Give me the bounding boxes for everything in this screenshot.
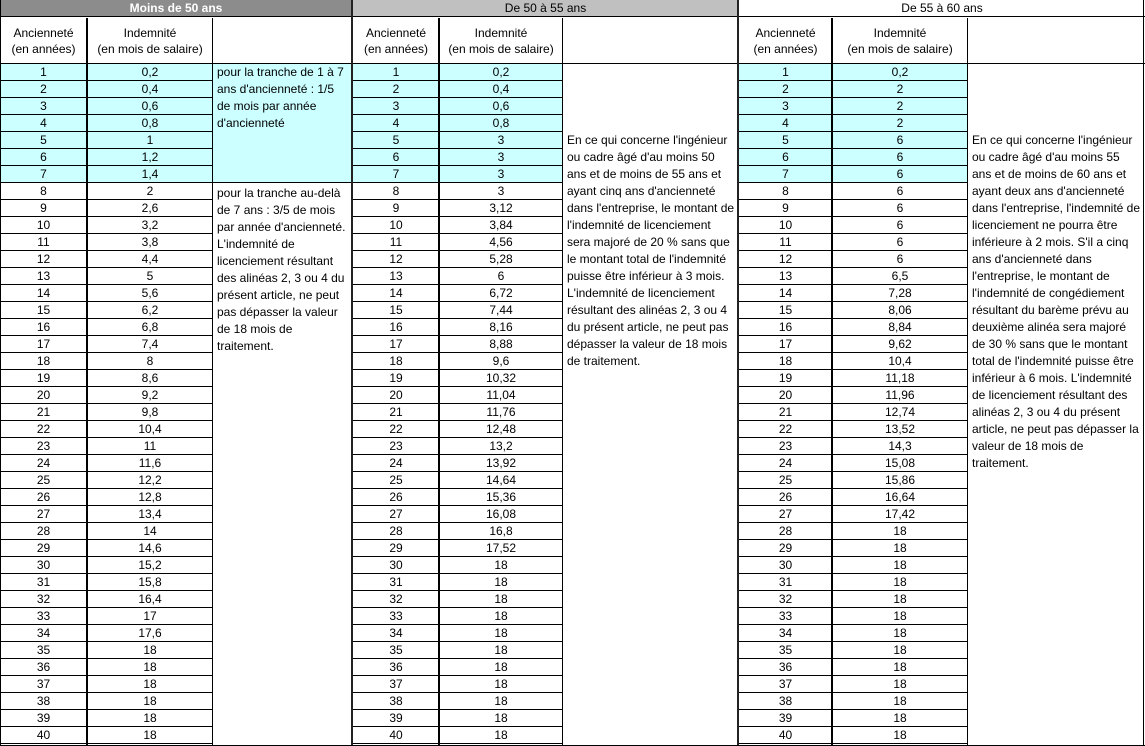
indemnity-cell: 18 [439, 625, 563, 642]
indemnity-cell: 18 [832, 676, 968, 693]
indemnity-cell: 2 [87, 183, 213, 200]
seniority-cell: 34 [739, 625, 832, 642]
indemnity-cell: 11,6 [87, 455, 213, 472]
indemnity-cell: 18 [832, 625, 968, 642]
seniority-cell: 17 [0, 336, 87, 353]
indemnity-cell: 13,4 [87, 506, 213, 523]
indemnity-cell: 6,5 [832, 268, 968, 285]
group-header: De 50 à 55 ans [353, 0, 738, 17]
indemnity-cell: 18 [439, 710, 563, 727]
seniority-cell: 12 [739, 251, 832, 268]
seniority-cell: 40 [0, 727, 87, 744]
indemnity-cell: 18 [832, 659, 968, 676]
seniority-cell: 5 [0, 132, 87, 149]
seniority-cell: 29 [0, 540, 87, 557]
indemnity-cell: 13,92 [439, 455, 563, 472]
indemnity-cell: 18 [832, 642, 968, 659]
seniority-cell: 2 [0, 81, 87, 98]
indemnity-cell: 6,2 [87, 302, 213, 319]
column-header-indemnity: Indemnité (en mois de salaire) [439, 18, 563, 64]
indemnity-cell: 6 [832, 234, 968, 251]
indemnity-cell: 11,76 [439, 404, 563, 421]
indemnity-cell: 0,8 [439, 115, 563, 132]
indemnity-cell: 0,4 [87, 81, 213, 98]
grid-line [1143, 0, 1144, 746]
indemnity-cell: 12,2 [87, 472, 213, 489]
indemnity-cell: 11,96 [832, 387, 968, 404]
indemnity-cell: 0,4 [439, 81, 563, 98]
indemnity-cell: 6 [832, 200, 968, 217]
grid-line [87, 18, 88, 746]
indemnity-cell: 18 [832, 557, 968, 574]
seniority-cell: 35 [0, 642, 87, 659]
seniority-cell: 19 [353, 370, 439, 387]
indemnity-cell: 3,8 [87, 234, 213, 251]
seniority-cell: 18 [0, 353, 87, 370]
seniority-cell: 27 [739, 506, 832, 523]
seniority-cell: 4 [739, 115, 832, 132]
indemnity-cell: 17,52 [439, 540, 563, 557]
seniority-cell: 8 [0, 183, 87, 200]
indemnity-cell: 16,64 [832, 489, 968, 506]
indemnity-cell: 18 [439, 591, 563, 608]
indemnity-cell: 11,04 [439, 387, 563, 404]
seniority-cell: 15 [0, 302, 87, 319]
indemnity-cell: 0,8 [87, 115, 213, 132]
indemnity-cell: 18 [87, 693, 213, 710]
seniority-cell: 23 [739, 438, 832, 455]
seniority-cell: 3 [739, 98, 832, 115]
seniority-cell: 25 [739, 472, 832, 489]
indemnity-cell: 6,8 [87, 319, 213, 336]
seniority-cell: 7 [0, 166, 87, 183]
seniority-cell: 2 [353, 81, 439, 98]
seniority-cell: 21 [353, 404, 439, 421]
seniority-cell: 22 [353, 421, 439, 438]
indemnity-cell: 18 [832, 727, 968, 744]
indemnity-cell: 2 [832, 115, 968, 132]
indemnity-cell: 0,2 [832, 64, 968, 81]
seniority-cell: 17 [353, 336, 439, 353]
seniority-cell: 8 [739, 183, 832, 200]
indemnity-cell: 16,4 [87, 591, 213, 608]
indemnity-cell: 5,28 [439, 251, 563, 268]
indemnity-cell: 5 [87, 268, 213, 285]
indemnity-cell: 18 [832, 710, 968, 727]
indemnity-cell: 18 [439, 574, 563, 591]
seniority-cell: 2 [739, 81, 832, 98]
seniority-cell: 39 [739, 710, 832, 727]
seniority-cell: 15 [353, 302, 439, 319]
seniority-cell: 14 [0, 285, 87, 302]
indemnity-cell: 1 [87, 132, 213, 149]
seniority-cell: 12 [0, 251, 87, 268]
seniority-cell: 30 [739, 557, 832, 574]
note-second-bracket: pour la tranche au-delà de 7 ans : 3/5 de mois par année d'ancienneté. L'indemnité de licenciement résultant des alinéas 2, 3 ou 4 du présent article, ne peut pas dépasser la valeur de 18 mois de traitement. [217, 186, 346, 353]
indemnity-cell: 15,2 [87, 557, 213, 574]
indemnity-cell: 3 [439, 183, 563, 200]
indemnity-cell: 17 [87, 608, 213, 625]
seniority-cell: 10 [0, 217, 87, 234]
seniority-cell: 31 [0, 574, 87, 591]
indemnity-cell: 6 [832, 166, 968, 183]
grid-line [832, 18, 833, 746]
seniority-cell: 23 [353, 438, 439, 455]
seniority-cell: 22 [0, 421, 87, 438]
indemnity-cell: 10,4 [87, 421, 213, 438]
column-header-notes [213, 18, 352, 64]
grid-line [562, 18, 563, 746]
seniority-cell: 14 [353, 285, 439, 302]
grid-line [212, 18, 213, 746]
indemnity-cell: 12,8 [87, 489, 213, 506]
grid-line [967, 18, 968, 746]
seniority-cell: 32 [353, 591, 439, 608]
indemnity-cell: 3,12 [439, 200, 563, 217]
indemnity-cell: 18 [439, 693, 563, 710]
indemnity-cell: 18 [832, 693, 968, 710]
seniority-cell: 18 [353, 353, 439, 370]
seniority-cell: 11 [739, 234, 832, 251]
group-header: Moins de 50 ans [0, 0, 352, 17]
indemnity-cell: 8,84 [832, 319, 968, 336]
seniority-cell: 33 [353, 608, 439, 625]
seniority-cell: 40 [353, 727, 439, 744]
indemnity-cell: 3,84 [439, 217, 563, 234]
seniority-cell: 32 [739, 591, 832, 608]
seniority-cell: 36 [739, 659, 832, 676]
seniority-cell: 25 [0, 472, 87, 489]
indemnity-cell: 13,2 [439, 438, 563, 455]
indemnity-cell: 0,6 [87, 98, 213, 115]
indemnity-cell: 6 [832, 149, 968, 166]
indemnity-cell: 9,8 [87, 404, 213, 421]
indemnity-cell: 18 [87, 710, 213, 727]
indemnity-cell: 10,32 [439, 370, 563, 387]
indemnity-cell: 16,08 [439, 506, 563, 523]
indemnity-cell: 7,4 [87, 336, 213, 353]
seniority-cell: 1 [739, 64, 832, 81]
seniority-cell: 36 [353, 659, 439, 676]
indemnity-cell: 18 [439, 676, 563, 693]
seniority-cell: 9 [353, 200, 439, 217]
indemnity-cell: 15,8 [87, 574, 213, 591]
seniority-cell: 18 [739, 353, 832, 370]
indemnity-cell: 1,4 [87, 166, 213, 183]
indemnity-cell: 3,2 [87, 217, 213, 234]
seniority-cell: 35 [353, 642, 439, 659]
indemnity-cell: 14 [87, 523, 213, 540]
seniority-cell: 7 [739, 166, 832, 183]
indemnity-cell: 11,18 [832, 370, 968, 387]
seniority-cell: 11 [0, 234, 87, 251]
column-header-seniority: Ancienneté (en années) [739, 18, 832, 64]
indemnity-cell: 6 [832, 251, 968, 268]
indemnity-cell: 4,56 [439, 234, 563, 251]
seniority-cell: 22 [739, 421, 832, 438]
seniority-cell: 6 [739, 149, 832, 166]
indemnity-cell: 9,6 [439, 353, 563, 370]
seniority-cell: 24 [0, 455, 87, 472]
indemnity-cell: 17,6 [87, 625, 213, 642]
indemnity-cell: 14,3 [832, 438, 968, 455]
seniority-cell: 4 [0, 115, 87, 132]
seniority-cell: 33 [0, 608, 87, 625]
indemnity-cell: 18 [87, 659, 213, 676]
seniority-cell: 34 [353, 625, 439, 642]
note-first-bracket: pour la tranche de 1 à 7 ans d'ancienneté : 1/5 de mois par année d'ancienneté [213, 64, 352, 183]
seniority-cell: 30 [0, 557, 87, 574]
indemnity-cell: 0,6 [439, 98, 563, 115]
indemnity-cell: 18 [832, 591, 968, 608]
seniority-cell: 26 [739, 489, 832, 506]
grid-line [0, 0, 1, 746]
seniority-cell: 21 [739, 404, 832, 421]
indemnity-cell: 15,08 [832, 455, 968, 472]
indemnity-cell: 4,4 [87, 251, 213, 268]
indemnity-cell: 15,36 [439, 489, 563, 506]
indemnity-cell: 9,2 [87, 387, 213, 404]
seniority-cell: 8 [353, 183, 439, 200]
indemnity-cell: 3 [439, 149, 563, 166]
seniority-cell: 5 [353, 132, 439, 149]
seniority-cell: 24 [739, 455, 832, 472]
seniority-cell: 10 [353, 217, 439, 234]
indemnity-cell: 8,88 [439, 336, 563, 353]
indemnity-cell: 17,42 [832, 506, 968, 523]
seniority-cell: 40 [739, 727, 832, 744]
indemnity-cell: 3 [439, 132, 563, 149]
seniority-cell: 16 [739, 319, 832, 336]
indemnity-cell: 6 [832, 217, 968, 234]
seniority-cell: 3 [0, 98, 87, 115]
seniority-cell: 38 [739, 693, 832, 710]
column-header-seniority: Ancienneté (en années) [353, 18, 439, 64]
seniority-cell: 16 [353, 319, 439, 336]
column-header-notes [968, 18, 1145, 64]
indemnity-cell: 1,2 [87, 149, 213, 166]
indemnity-cell: 6 [832, 183, 968, 200]
seniority-cell: 4 [353, 115, 439, 132]
seniority-cell: 35 [739, 642, 832, 659]
indemnity-cell: 18 [439, 608, 563, 625]
indemnity-cell: 6,72 [439, 285, 563, 302]
indemnity-cell: 12,74 [832, 404, 968, 421]
seniority-cell: 37 [353, 676, 439, 693]
indemnity-cell: 7,28 [832, 285, 968, 302]
indemnity-cell: 10,4 [832, 353, 968, 370]
seniority-cell: 1 [353, 64, 439, 81]
seniority-cell: 9 [0, 200, 87, 217]
indemnity-cell: 7,44 [439, 302, 563, 319]
seniority-cell: 9 [739, 200, 832, 217]
seniority-cell: 38 [353, 693, 439, 710]
seniority-cell: 28 [353, 523, 439, 540]
seniority-cell: 37 [0, 676, 87, 693]
seniority-cell: 26 [0, 489, 87, 506]
seniority-cell: 12 [353, 251, 439, 268]
indemnity-cell: 6 [832, 132, 968, 149]
indemnity-cell: 2,6 [87, 200, 213, 217]
grid-line [351, 0, 353, 746]
seniority-cell: 29 [739, 540, 832, 557]
seniority-cell: 5 [739, 132, 832, 149]
seniority-cell: 11 [353, 234, 439, 251]
seniority-cell: 19 [739, 370, 832, 387]
seniority-cell: 31 [353, 574, 439, 591]
indemnity-cell: 2 [832, 81, 968, 98]
indemnity-cell: 13,52 [832, 421, 968, 438]
seniority-cell: 19 [0, 370, 87, 387]
seniority-cell: 7 [353, 166, 439, 183]
column-header-seniority: Ancienneté (en années) [0, 18, 87, 64]
seniority-cell: 38 [0, 693, 87, 710]
seniority-cell: 14 [739, 285, 832, 302]
seniority-cell: 16 [0, 319, 87, 336]
indemnity-cell: 14,64 [439, 472, 563, 489]
indemnity-cell: 18 [439, 642, 563, 659]
indemnity-cell: 0,2 [439, 64, 563, 81]
indemnity-cell: 18 [87, 642, 213, 659]
seniority-cell: 17 [739, 336, 832, 353]
seniority-cell: 27 [0, 506, 87, 523]
seniority-cell: 30 [353, 557, 439, 574]
group-header: De 55 à 60 ans [739, 0, 1145, 17]
seniority-cell: 39 [353, 710, 439, 727]
seniority-cell: 24 [353, 455, 439, 472]
note-text: En ce qui concerne l'ingénieur ou cadre âgé d'au moins 50 ans et de moins de 55 ans et ayant cinq ans d'ancienneté dans l'entreprise, le montant de l'indemnité de licenciement sera majoré de 20 % sans que le montant total de l'indemnité puisse être inférieur à 3 mois. L'indemnité de licenciement résultant des alinéas 2, 3 ou 4 du présent article, ne peut pas dépasser la valeur de 18 mois de traitement. [567, 133, 735, 368]
seniority-cell: 29 [353, 540, 439, 557]
seniority-cell: 36 [0, 659, 87, 676]
seniority-cell: 33 [739, 608, 832, 625]
indemnity-cell: 0,2 [87, 64, 213, 81]
indemnity-cell: 14,6 [87, 540, 213, 557]
indemnity-cell: 18 [832, 574, 968, 591]
seniority-cell: 20 [739, 387, 832, 404]
seniority-cell: 34 [0, 625, 87, 642]
column-header-indemnity: Indemnité (en mois de salaire) [832, 18, 968, 64]
indemnity-cell: 18 [439, 727, 563, 744]
indemnity-cell: 6 [439, 268, 563, 285]
seniority-cell: 32 [0, 591, 87, 608]
grid-line [439, 18, 440, 746]
indemnity-cell: 18 [87, 727, 213, 744]
indemnity-cell: 18 [439, 659, 563, 676]
seniority-cell: 27 [353, 506, 439, 523]
seniority-cell: 21 [0, 404, 87, 421]
grid-line [737, 0, 739, 746]
seniority-cell: 31 [739, 574, 832, 591]
indemnity-cell: 12,48 [439, 421, 563, 438]
indemnity-cell: 18 [832, 523, 968, 540]
indemnity-cell: 9,62 [832, 336, 968, 353]
seniority-cell: 25 [353, 472, 439, 489]
indemnity-cell: 18 [439, 557, 563, 574]
seniority-cell: 20 [353, 387, 439, 404]
indemnity-cell: 8,16 [439, 319, 563, 336]
indemnity-cell: 3 [439, 166, 563, 183]
note-text: En ce qui concerne l'ingénieur ou cadre âgé d'au moins 55 ans et de moins de 60 ans et ayant deux ans d'ancienneté dans l'entreprise, l'indemnité de licenciement ne pourra être inférieure à 2 mois. S'il a cinq ans d'ancienneté dans l'entreprise, le montant de l'indemnité de congédiement résultant du barème prévu au deuxième alinéa sera majoré de 30 % sans que le montant total de l'indemnité puisse être inférieur à 6 mois. L'indemnité de licenciement résultant des alinéas 2, 3 ou 4 du présent article, ne peut pas dépasser la valeur de 18 mois de traitement. [972, 133, 1141, 470]
seniority-cell: 13 [739, 268, 832, 285]
seniority-cell: 13 [353, 268, 439, 285]
indemnity-cell: 8 [87, 353, 213, 370]
seniority-cell: 3 [353, 98, 439, 115]
seniority-cell: 1 [0, 64, 87, 81]
seniority-cell: 10 [739, 217, 832, 234]
seniority-cell: 26 [353, 489, 439, 506]
seniority-cell: 37 [739, 676, 832, 693]
indemnity-cell: 16,8 [439, 523, 563, 540]
seniority-cell: 13 [0, 268, 87, 285]
seniority-cell: 28 [739, 523, 832, 540]
indemnity-cell: 8,06 [832, 302, 968, 319]
seniority-cell: 28 [0, 523, 87, 540]
indemnity-cell: 11 [87, 438, 213, 455]
seniority-cell: 6 [353, 149, 439, 166]
seniority-cell: 39 [0, 710, 87, 727]
indemnity-cell: 18 [832, 608, 968, 625]
seniority-cell: 6 [0, 149, 87, 166]
indemnity-cell: 8,6 [87, 370, 213, 387]
seniority-cell: 20 [0, 387, 87, 404]
indemnity-cell: 2 [832, 98, 968, 115]
column-header-indemnity: Indemnité (en mois de salaire) [87, 18, 213, 64]
indemnity-cell: 18 [832, 540, 968, 557]
indemnity-cell: 15,86 [832, 472, 968, 489]
seniority-cell: 23 [0, 438, 87, 455]
indemnity-cell: 5,6 [87, 285, 213, 302]
seniority-cell: 15 [739, 302, 832, 319]
column-header-notes [563, 18, 738, 64]
indemnity-cell: 18 [87, 676, 213, 693]
